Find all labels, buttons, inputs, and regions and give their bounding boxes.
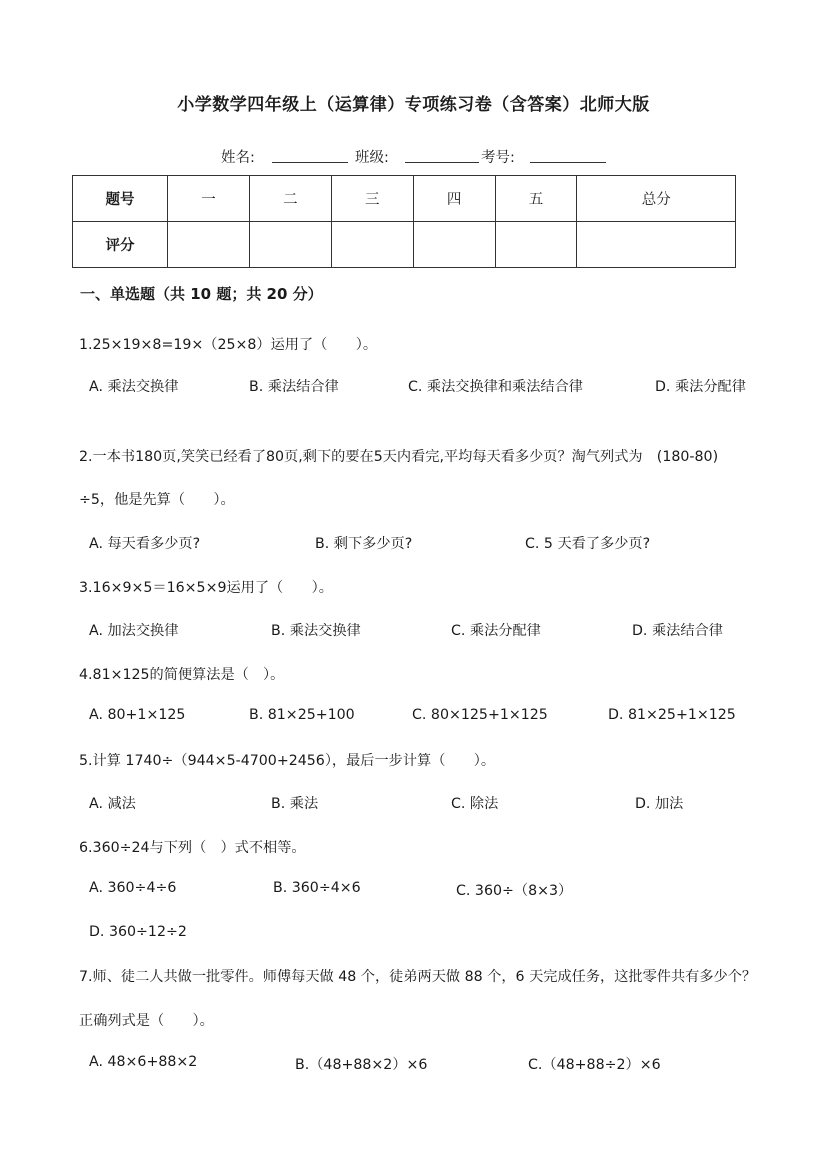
q1-option-d[interactable]: D. 乘法分配律 bbox=[655, 379, 746, 395]
score-cell[interactable] bbox=[495, 222, 577, 268]
header-label: 题号 bbox=[73, 176, 168, 222]
score-cell[interactable] bbox=[168, 222, 250, 268]
question-7-line-2: 正确列式是（ ）。 bbox=[79, 1013, 214, 1029]
page-title: 小学数学四年级上（运算律）专项练习卷（含答案）北师大版 bbox=[177, 95, 650, 115]
score-table bbox=[72, 175, 736, 268]
q5-option-a[interactable]: A. 减法 bbox=[89, 796, 136, 812]
q4-option-a[interactable]: A. 80+1×125 bbox=[89, 707, 186, 723]
q4-option-d[interactable]: D. 81×25+1×125 bbox=[608, 707, 736, 723]
score-cell[interactable] bbox=[577, 222, 736, 268]
question-4: 4.81×125的简便算法是（ ）。 bbox=[79, 667, 285, 683]
class-label: 班级: bbox=[355, 150, 389, 166]
question-7: 7.师、徒二人共做一批零件。师傅每天做 48 个，徒弟两天做 88 个，6 天完成任务，这批零件共有多少个？ bbox=[79, 969, 757, 985]
q5-option-c[interactable]: C. 除法 bbox=[451, 796, 499, 812]
section-heading: 一、单选题（共 10 题；共 20 分） bbox=[80, 285, 323, 303]
number-label: 考号: bbox=[481, 150, 515, 166]
question-6: 6.360÷24与下列（ ）式不相等。 bbox=[79, 840, 306, 856]
q4-option-b[interactable]: B. 81×25+100 bbox=[249, 707, 355, 723]
score-table-score-row bbox=[73, 222, 736, 268]
column-5: 五 bbox=[495, 176, 577, 222]
q2-option-c[interactable]: C. 5 天看了多少页? bbox=[525, 536, 651, 552]
q3-option-a[interactable]: A. 加法交换律 bbox=[89, 623, 179, 639]
column-2: 二 bbox=[249, 176, 331, 222]
q3-option-b[interactable]: B. 乘法交换律 bbox=[271, 623, 361, 639]
class-blank[interactable] bbox=[405, 146, 479, 163]
score-cell[interactable] bbox=[249, 222, 331, 268]
q7-option-a[interactable]: A. 48×6+88×2 bbox=[89, 1054, 198, 1070]
q1-option-b[interactable]: B. 乘法结合律 bbox=[249, 379, 339, 395]
q5-option-b[interactable]: B. 乘法 bbox=[271, 796, 319, 812]
number-blank[interactable] bbox=[530, 146, 606, 163]
row-label: 评分 bbox=[73, 222, 168, 268]
question-2-line-2: ÷5，他是先算（ ）。 bbox=[79, 492, 235, 508]
q3-option-c[interactable]: C. 乘法分配律 bbox=[451, 623, 541, 639]
question-5: 5.计算 1740÷（944×5-4700+2456），最后一步计算（ ）。 bbox=[79, 753, 496, 769]
q7-option-c[interactable]: C.（48+88÷2）×6 bbox=[528, 1057, 661, 1073]
q2-option-a[interactable]: A. 每天看多少页? bbox=[89, 536, 201, 552]
column-3: 三 bbox=[331, 176, 413, 222]
score-cell[interactable] bbox=[331, 222, 413, 268]
column-4: 四 bbox=[413, 176, 495, 222]
q4-option-c[interactable]: C. 80×125+1×125 bbox=[412, 707, 548, 723]
q2-option-b[interactable]: B. 剩下多少页? bbox=[315, 536, 413, 552]
q7-option-b[interactable]: B.（48+88×2）×6 bbox=[295, 1057, 428, 1073]
column-total: 总分 bbox=[577, 176, 736, 222]
q6-option-c[interactable]: C. 360÷（8×3） bbox=[456, 883, 573, 899]
name-blank[interactable] bbox=[272, 146, 348, 163]
column-1: 一 bbox=[168, 176, 250, 222]
q5-option-d[interactable]: D. 加法 bbox=[635, 796, 684, 812]
q6-option-b[interactable]: B. 360÷4×6 bbox=[273, 880, 361, 896]
q1-option-c[interactable]: C. 乘法交换律和乘法结合律 bbox=[408, 379, 583, 395]
q1-option-a[interactable]: A. 乘法交换律 bbox=[89, 379, 179, 395]
score-table-header-row bbox=[73, 176, 736, 222]
q3-option-d[interactable]: D. 乘法结合律 bbox=[632, 623, 723, 639]
score-cell[interactable] bbox=[413, 222, 495, 268]
q6-option-d[interactable]: D. 360÷12÷2 bbox=[89, 924, 187, 940]
question-3: 3.16×9×5＝16×5×9运用了（ ）。 bbox=[79, 580, 333, 596]
q6-option-a[interactable]: A. 360÷4÷6 bbox=[89, 880, 177, 896]
question-1: 1.25×19×8=19×（25×8）运用了（ ）。 bbox=[79, 337, 378, 353]
name-label: 姓名: bbox=[221, 150, 255, 166]
question-2: 2.一本书180页,笑笑已经看了80页,剩下的要在5天内看完,平均每天看多少页？淘气列式为 (180-80) bbox=[79, 449, 719, 465]
